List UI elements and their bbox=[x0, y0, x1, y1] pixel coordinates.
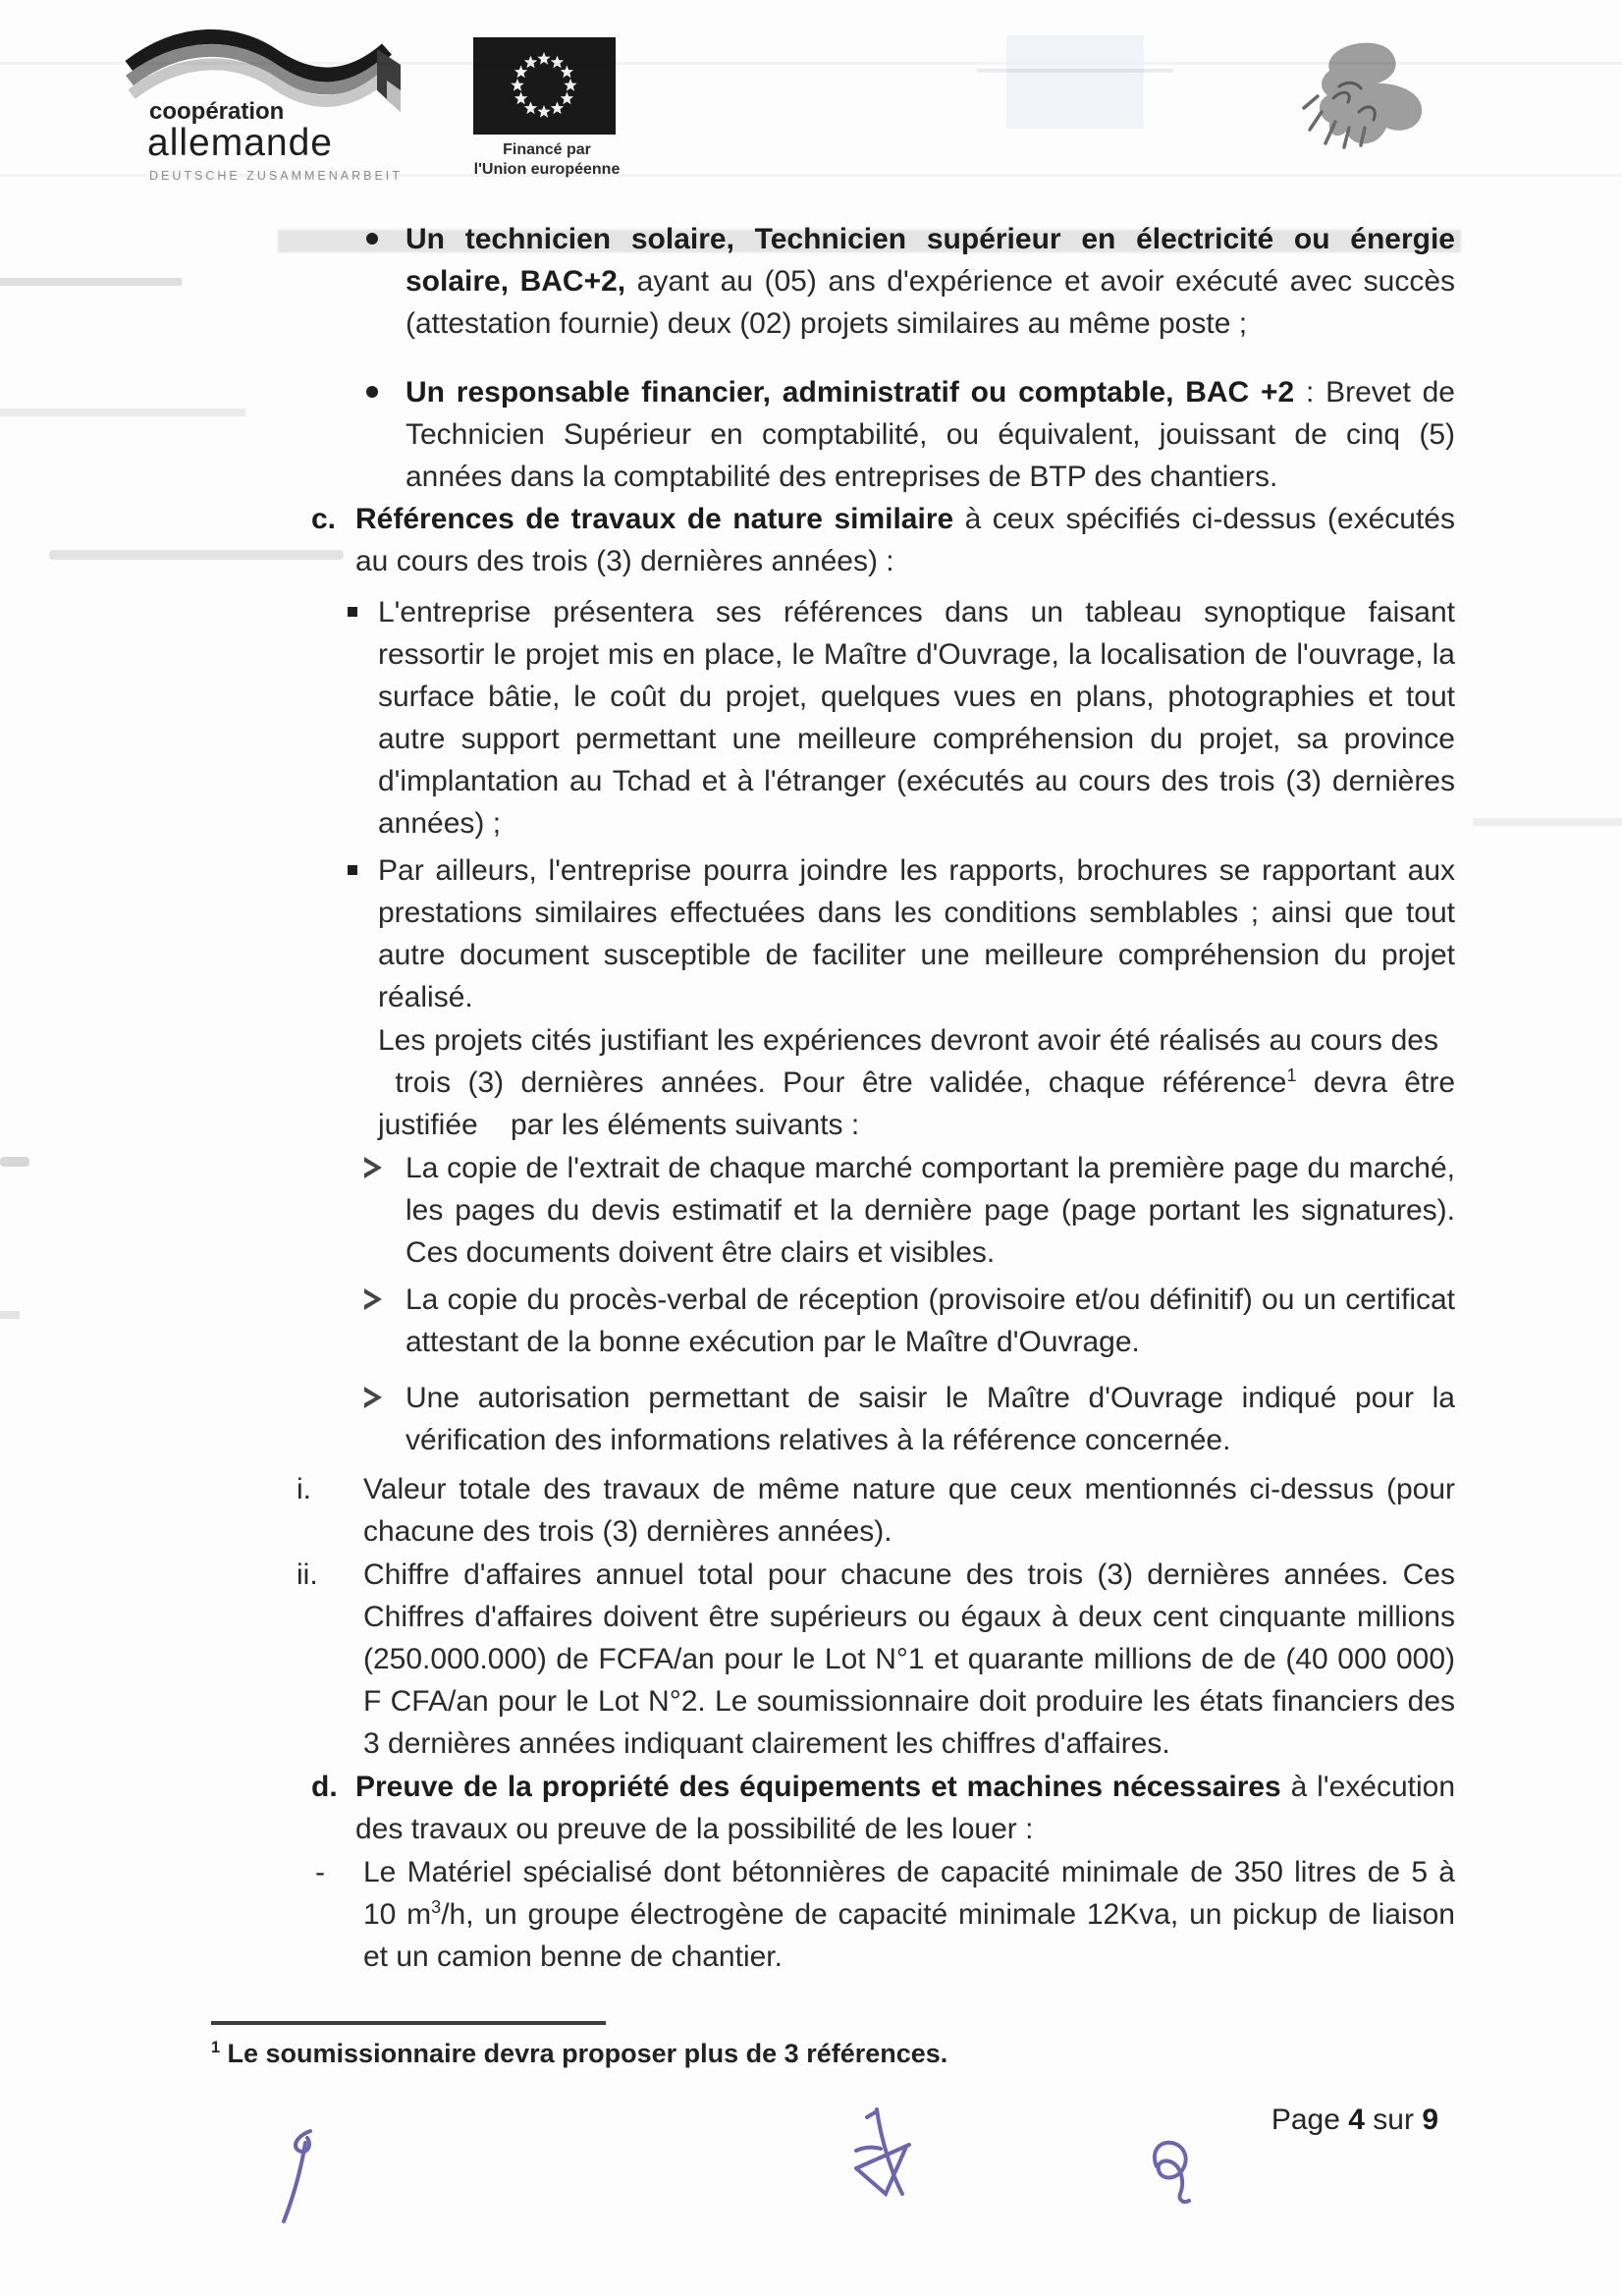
list-item-references-tableau bbox=[378, 591, 1455, 845]
list-item-text: Par ailleurs, l'entreprise pourra joindre les rapports, brochures se rapportant aux prestations similaires effectuées dans les conditions semblables ; ainsi que tout autre document susceptible de faciliter une meilleure compréhension du projet réalisé. bbox=[378, 854, 1455, 1013]
handwritten-mark-1 bbox=[284, 2131, 310, 2221]
giz-logo-text-deutsche-zusammenarbeit: DEUTSCHE ZUSAMMENARBEIT bbox=[149, 169, 403, 183]
list-item-copie-extrait-marche bbox=[406, 1147, 1455, 1274]
section-c-bold-text: Références de travaux de nature similaire bbox=[355, 503, 954, 535]
bullet-square-icon bbox=[348, 865, 357, 875]
footnote-number: 1 bbox=[211, 2039, 221, 2056]
handwritten-mark-3 bbox=[1155, 2143, 1189, 2202]
scan-artifact bbox=[1006, 35, 1144, 129]
list-item-rapports-brochures bbox=[378, 849, 1455, 1018]
page-total: 9 bbox=[1422, 2104, 1438, 2136]
paragraph-text: Les projets cités justifiant les expériences devront avoir été réalisés au cours des trois (3) dernières années. Pour être validée, chaque référence bbox=[378, 1024, 1455, 1099]
bullet-arrow-icon bbox=[364, 1157, 384, 1178]
list-item-text: La copie du procès-verbal de réception (provisoire et/ou définitif) ou un certificat attestant de la bonne exécution par le Maître d'Ouvrage. bbox=[406, 1284, 1455, 1358]
paragraph-text: devra être justifiée par les éléments suivants : bbox=[378, 1066, 1455, 1141]
footnote-body: Le soumissionnaire devra proposer plus de 3 références. bbox=[220, 2039, 948, 2068]
footnote-text bbox=[211, 2039, 947, 2069]
eu-flag-logo bbox=[473, 37, 616, 135]
roman-item-i bbox=[297, 1468, 1455, 1553]
giz-logo-text-allemande: allemande bbox=[147, 122, 333, 164]
bullet-arrow-icon bbox=[364, 1288, 384, 1310]
section-c-heading bbox=[311, 498, 1455, 582]
scan-artifact bbox=[0, 409, 245, 416]
roman-item-label: ii. bbox=[297, 1558, 318, 1591]
roman-item-text: Chiffre d'affaires annuel total pour chacune des trois (3) dernières années. Ces Chiffres d'affaires doivent être supérieurs ou égaux à deux cent cinquante millions (250.000.000) de FCFA/an pour le Lot N°1 et quarante millions de de (40 000 000) F CFA/an pour le Lot N°2. Le soumissionnaire doit produire les états financiers des 3 dernières années indiquant clairement les chiffres d'affaires. bbox=[363, 1558, 1455, 1760]
section-d-label: d. bbox=[311, 1771, 338, 1803]
list-item-bold-text: Un technicien solaire, Technicien supérieur en électricité ou énergie solaire, BAC+2, bbox=[406, 223, 1455, 298]
page-label: Page bbox=[1271, 2104, 1349, 2136]
scan-artifact bbox=[0, 1311, 20, 1319]
page-current: 4 bbox=[1348, 2104, 1365, 2136]
section-d-heading bbox=[311, 1766, 1456, 1850]
list-item-text: : Brevet de Technicien Supérieur en comptabilité, ou équivalent, jouissant de cinq (5) années dans la comptabilité des entreprises de BTP des chantiers. bbox=[406, 376, 1455, 493]
handwritten-initials bbox=[245, 2090, 1237, 2291]
roman-item-text: Valeur totale des travaux de même nature que ceux mentionnés ci-dessus (pour chacune des trois (3) dernières années). bbox=[363, 1473, 1455, 1548]
section-d-bold-text: Preuve de la propriété des équipements et machines nécessaires bbox=[355, 1771, 1281, 1803]
giz-logo-text-cooperation: coopération bbox=[149, 98, 285, 125]
list-item-text: /h, un groupe électrogène de capacité minimale 12Kva, un pickup de liaison et un camion benne de chantier. bbox=[363, 1898, 1455, 1973]
eu-caption-line2: l'Union européenne bbox=[473, 161, 621, 178]
scan-artifact bbox=[49, 550, 344, 560]
bullet-dash-icon: - bbox=[315, 1856, 325, 1888]
list-item-text: La copie de l'extrait de chaque marché comportant la première page du marché, les pages du devis estimatif et la dernière page (page portant les signatures). Ces documents doivent être clairs et visibles. bbox=[406, 1152, 1455, 1269]
bullet-dot-icon bbox=[366, 386, 378, 398]
roman-item-ii bbox=[297, 1554, 1455, 1765]
section-c-text: à ceux spécifiés ci-dessus (exécutés au cours des trois (3) dernières années) : bbox=[355, 503, 1455, 577]
list-item-text: L'entreprise présentera ses références dans un tableau synoptique faisant ressortir le projet mis en place, le Maître d'Ouvrage, la localisation de l'ouvrage, la surface bâtie, le coût du projet, quelques vues en plans, photographies et tout autre support permettant une meilleure compréhension du projet, sa province d'implantation au Tchad et à l'étranger (exécutés au cours des trois (3) dernières années) ; bbox=[378, 596, 1455, 840]
handwritten-mark-2 bbox=[856, 2109, 909, 2194]
list-item-materiel-specialise bbox=[315, 1851, 1455, 1978]
scan-artifact bbox=[977, 69, 1173, 73]
list-item-text: Une autorisation permettant de saisir le Maître d'Ouvrage indiqué pour la vérification des informations relatives à la référence concernée. bbox=[406, 1382, 1455, 1456]
gray-stamp-blob bbox=[1298, 27, 1445, 165]
bullet-square-icon bbox=[348, 607, 357, 617]
scan-artifact bbox=[0, 1157, 29, 1167]
list-item-responsable-financier bbox=[406, 371, 1455, 498]
roman-item-label: i. bbox=[297, 1473, 311, 1505]
footnote-divider bbox=[211, 2021, 606, 2025]
bullet-arrow-icon bbox=[364, 1387, 384, 1408]
eu-caption-line1: Financé par bbox=[503, 141, 591, 158]
eu-funding-caption bbox=[454, 140, 640, 180]
section-c-label: c. bbox=[311, 503, 337, 535]
list-item-technicien-solaire bbox=[406, 218, 1455, 345]
list-item-bold-text: Un responsable financier, administratif ou comptable, BAC +2 bbox=[406, 376, 1295, 409]
footnote-reference-mark: 1 bbox=[1286, 1066, 1297, 1085]
page-separator: sur bbox=[1364, 2104, 1423, 2136]
paragraph-projets-cites bbox=[378, 1019, 1455, 1146]
scan-artifact bbox=[0, 278, 182, 286]
scan-artifact bbox=[1473, 818, 1622, 826]
list-item-autorisation bbox=[406, 1377, 1455, 1461]
list-item-proces-verbal bbox=[406, 1279, 1455, 1363]
list-item-text: Le Matériel spécialisé dont bétonnières de capacité minimale de 350 litres de 5 à 10 m bbox=[363, 1856, 1455, 1931]
section-d-text: à l'exécution des travaux ou preuve de la possibilité de les louer : bbox=[355, 1771, 1456, 1845]
superscript-cubic: 3 bbox=[431, 1897, 442, 1917]
list-item-text: ayant au (05) ans d'expérience et avoir exécuté avec succès (attestation fournie) deux (02) projets similaires au même poste ; bbox=[406, 265, 1455, 340]
bullet-dot-icon bbox=[366, 233, 378, 245]
